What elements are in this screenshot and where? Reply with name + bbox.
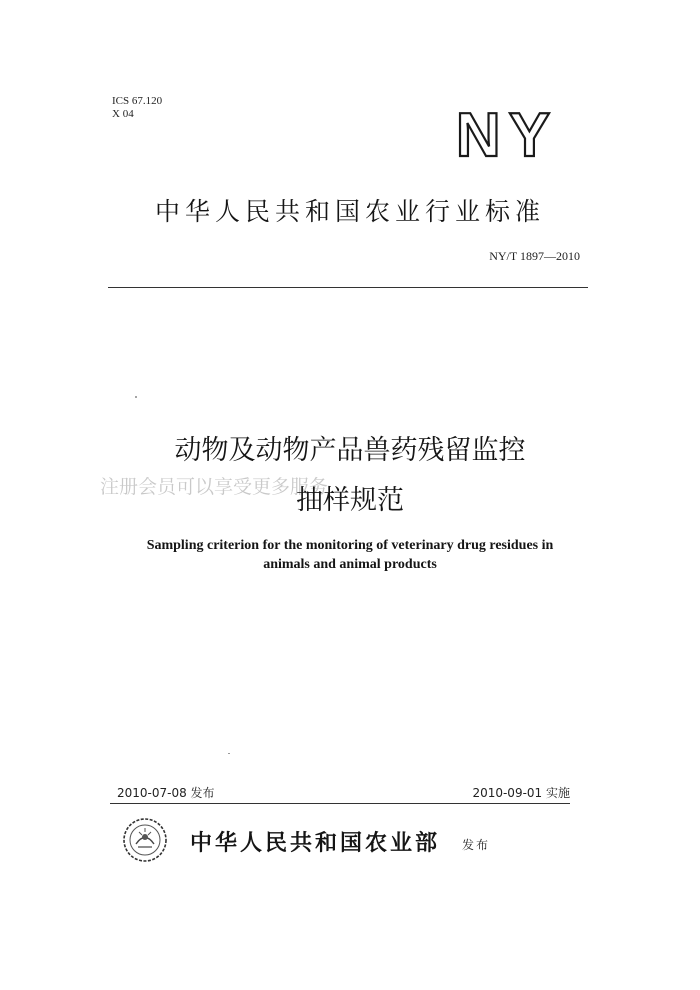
document-title-en-line2: animals and animal products <box>263 557 437 572</box>
document-title-en-line1: Sampling criterion for the monitoring of veterinary drug residues in <box>146 538 554 553</box>
standard-title: 中华人民共和国农业行业标准 <box>154 197 545 226</box>
ny-logo-text: NY <box>455 104 559 162</box>
speck <box>135 396 137 398</box>
classification-codes <box>112 95 162 121</box>
ics-code: ICS 67.120 <box>112 95 163 107</box>
issue-date: 2010-07-08 发布 <box>117 786 215 800</box>
ministry-name: 中华人民共和国农业部 <box>190 830 441 856</box>
implement-date: 2010-09-01 实施 <box>472 786 570 800</box>
document-title-cn-line1: 动物及动物产品兽药残留监控 <box>174 435 526 466</box>
top-divider <box>108 287 588 288</box>
speck <box>228 753 230 754</box>
publish-label: 发布 <box>462 838 491 852</box>
class-code: X 04 <box>112 108 134 120</box>
watermark: 注册会员可以享受更多服务 <box>100 476 329 498</box>
ny-logo <box>452 104 562 162</box>
document-title-cn-line2: 抽样规范 <box>296 485 404 516</box>
bottom-divider <box>110 803 570 804</box>
standard-number: NY/T 1897—2010 <box>489 249 580 263</box>
ministry-seal-icon <box>122 817 168 863</box>
